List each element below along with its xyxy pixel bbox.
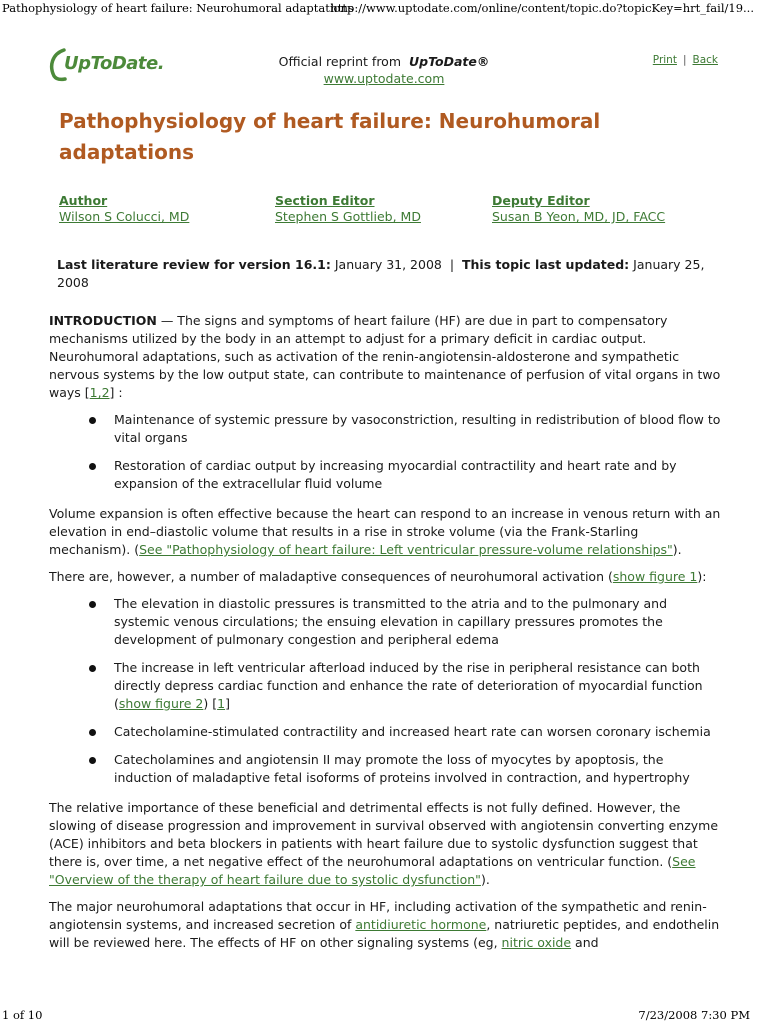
deputy-editor-role-link[interactable]: Deputy Editor [492,193,590,208]
list-item [49,723,721,741]
list-item [49,595,721,649]
bullet-icon [89,665,96,672]
list-item-text-mid: ) [ [203,696,218,711]
updated-date: January 25, 2008 [57,257,705,290]
author-credit [59,193,279,225]
deputy-editor-name-link[interactable]: Susan B Yeon, MD, JD, FACC [492,209,666,224]
volume-expansion-paragraph [49,505,721,559]
bullet-icon [89,729,96,736]
intro-text: — The signs and symptoms of heart failure (HF) are due in part to compensatory mechanisms utilized by the body in an attempt to adjust for a primary deficit in cardiac output. Neurohumoral adaptations, such as activation of the renin-angiotensin-aldosterone and sympathetic nervous systems by the low output state, can contribute to maintenance of perfusion of vital organs in two ways [ [49,313,721,400]
reference-link[interactable]: 1,2 [89,385,110,400]
section-editor-name-link[interactable]: Stephen S Gottlieb, MD [275,209,421,224]
list-item [49,659,721,713]
maladaptive-list [49,595,721,787]
major-adaptations-paragraph [49,898,721,952]
review-separator: | [449,257,455,272]
print-footer [0,1008,768,1024]
deputy-editor-credit [492,193,712,225]
intro-paragraph [49,312,721,402]
maladaptive-paragraph [49,568,721,586]
bullet-icon [89,601,96,608]
paragraph-text: There are, however, a number of maladaptive consequences of neurohumoral activation ( [49,569,613,584]
print-header-title: Pathophysiology of heart failure: Neurohumoral adaptations [2,1,354,15]
print-header [0,0,768,16]
review-info [57,256,727,292]
show-figure-2-link[interactable]: show figure 2 [118,696,204,711]
print-header-url: http://www.uptodate.com/online/content/topic.do?topicKey=hrt_fail/19... [330,1,754,15]
list-item-text: The increase in left ventricular afterload induced by the rise in peripheral resistance can both directly depress cardiac function and enhance the rate of deterioration of myocardial function ( [114,660,703,711]
list-item-text: The elevation in diastolic pressures is transmitted to the atria and to the pulmonary and systemic venous circulations; the ensuing elevation in capillary pressures promotes the development of pulmonary congestion and peripheral edema [114,596,668,647]
review-date: January 31, 2008 [334,257,442,272]
section-editor-role-link[interactable]: Section Editor [275,193,375,208]
list-item-text: Catecholamines and angiotensin II may promote the loss of myocytes by apoptosis, the induction of maladaptive fetal isoforms of proteins involved in contraction, and hypertrophy [114,752,690,785]
paragraph-text-end: and [571,935,599,950]
intro-end: ] : [109,385,123,400]
reprint-brand: UpToDate® [408,54,490,69]
uptodate-website-link[interactable]: www.uptodate.com [323,71,445,86]
bullet-icon [89,417,96,424]
list-item-text: Catecholamine-stimulated contractility and increased heart rate can worsen coronary ischemia [114,724,711,739]
paragraph-text: The major neurohumoral adaptations that occur in HF, including activation of the sympathetic and renin-angiotensin systems, and increased secretion of [49,899,707,932]
see-therapy-overview-link[interactable]: See "Overview of the therapy of heart failure due to systolic dysfunction" [49,854,696,887]
back-link[interactable]: Back [692,54,718,66]
paragraph-text-end: ). [672,542,682,557]
review-label: Last literature review for version 16.1: [57,257,331,272]
article-title: Pathophysiology of heart failure: Neurohumoral adaptations [59,109,601,164]
list-item [49,457,721,493]
logo-text: UpToDate. [64,53,165,74]
updated-label: This topic last updated: [462,257,630,272]
list-item [49,751,721,787]
antidiuretic-hormone-link[interactable]: antidiuretic hormone [355,917,487,932]
paragraph-text: The relative importance of these beneficial and detrimental effects is not fully defined. However, the slowing of disease progression and improvement in survival observed with angiotensin converting enzyme (ACE) inhibitors and beta blockers in patients with heart failure due to systolic dysfunction suggest that there is, over time, a net negative effect of the neurohumoral adaptations on ventricular function. ( [49,800,719,869]
top-links-separator: | [682,54,687,66]
section-editor-credit [275,193,495,225]
paragraph-text-end: ). [480,872,490,887]
intro-heading: INTRODUCTION [49,313,157,328]
top-links [653,54,718,66]
reference-link[interactable]: 1 [217,696,226,711]
list-item-text-end: ] [225,696,230,711]
nitric-oxide-link[interactable]: nitric oxide [501,935,572,950]
article-body [49,312,721,961]
paragraph-text-end: ): [697,569,707,584]
page-number: 1 of 10 [2,1008,43,1022]
list-item [49,411,721,447]
print-datetime: 7/23/2008 7:30 PM [638,1008,750,1022]
relative-importance-paragraph [49,799,721,889]
bullet-icon [89,757,96,764]
see-pressure-volume-link[interactable]: See "Pathophysiology of heart failure: Left ventricular pressure-volume relationships" [139,542,673,557]
bullet-icon [89,463,96,470]
list-item-text: Restoration of cardiac output by increasing myocardial contractility and heart rate and by expansion of the extracellular fluid volume [114,458,677,491]
paragraph-text: Volume expansion is often effective because the heart can respond to an increase in venous return with an elevation in end–diastolic volume that results in a rise in stroke volume (via the Frank-Starling mechanism). ( [49,506,721,557]
list-item-text: Maintenance of systemic pressure by vasoconstriction, resulting in redistribution of blood flow to vital organs [114,412,721,445]
author-name-link[interactable]: Wilson S Colucci, MD [59,209,190,224]
paragraph-text-mid: , natriuretic peptides, and endothelin will be reviewed here. The effects of HF on other signaling systems (eg, [49,917,720,950]
show-figure-1-link[interactable]: show figure 1 [612,569,698,584]
author-role-link[interactable]: Author [59,193,108,208]
adaptation-list [49,411,721,493]
reprint-prefix: Official reprint from [278,54,402,69]
print-link[interactable]: Print [652,54,677,66]
